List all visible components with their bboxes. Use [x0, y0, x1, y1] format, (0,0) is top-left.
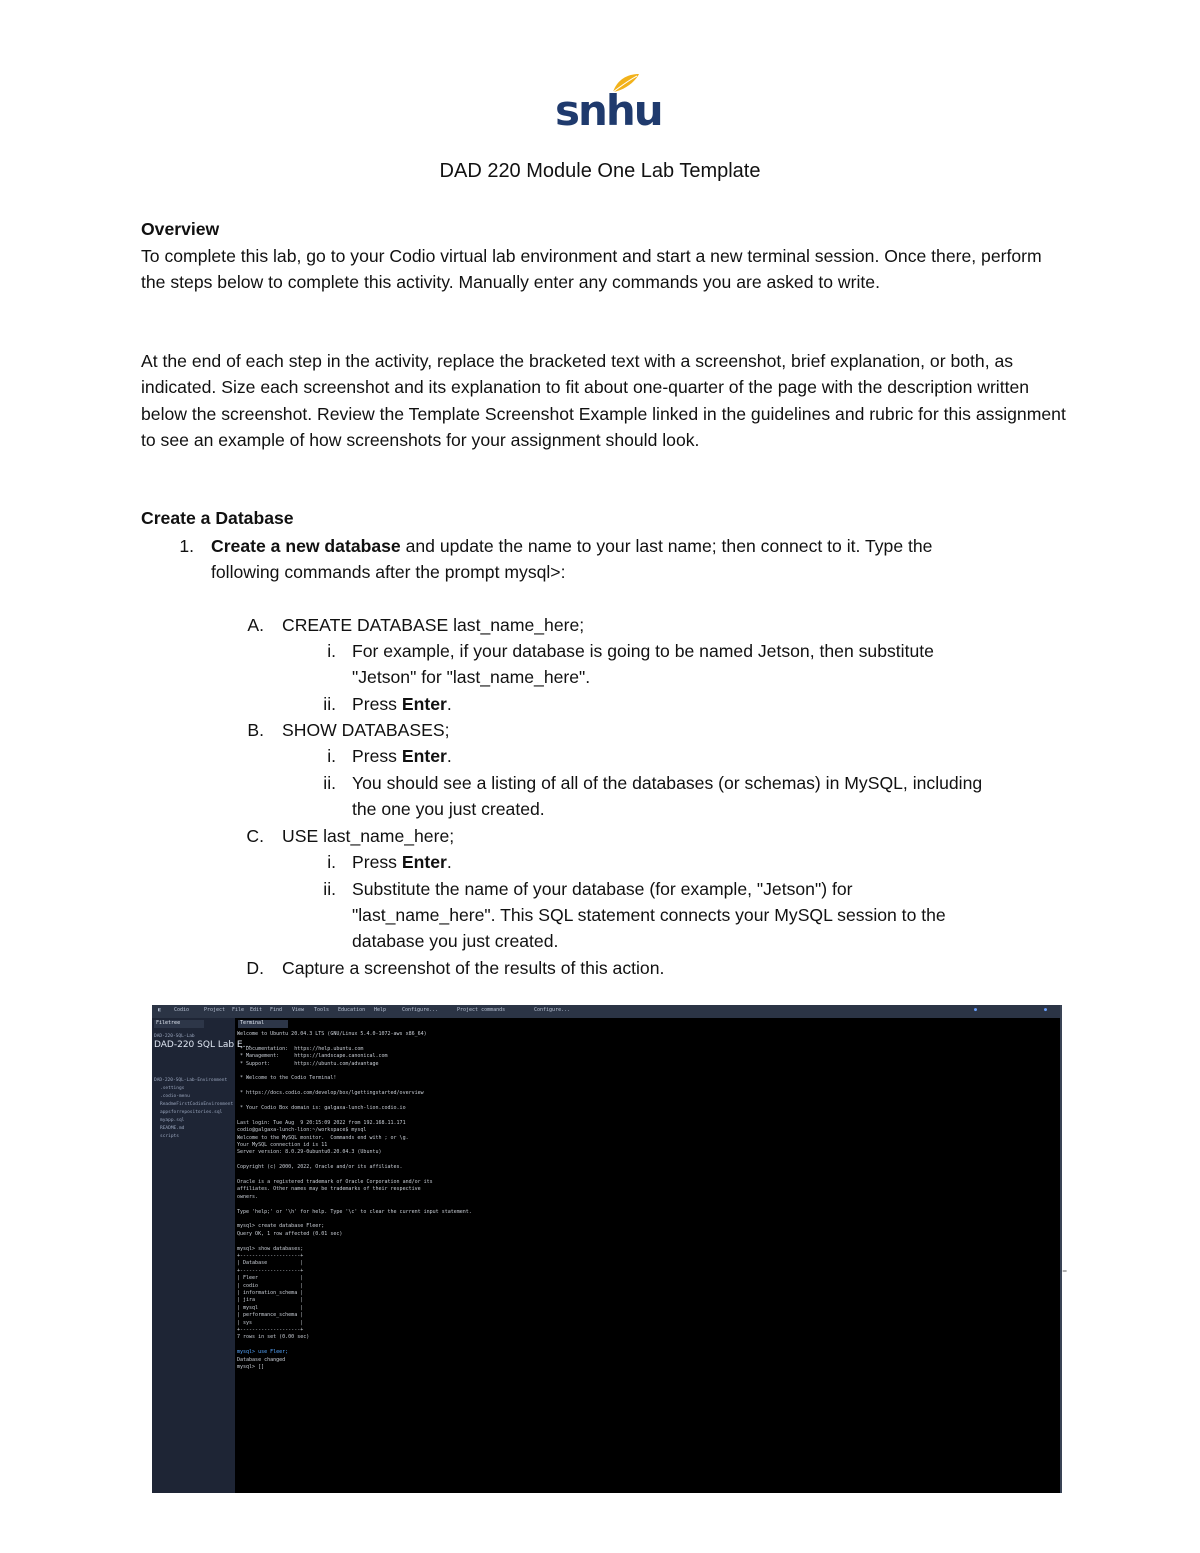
menu-item: File [232, 1007, 245, 1013]
item-c-ii-line-3: database you just created. [352, 931, 559, 951]
menu-item: Codio [174, 1007, 190, 1013]
menu-item: View [292, 1007, 305, 1013]
menu-item: Project [204, 1007, 226, 1013]
item-b-i-num: i. [327, 746, 336, 766]
terminal-line: * Your Codio Box domain is: galgaxa-lunch-lion.codio.io [237, 1105, 406, 1111]
terminal-line: +--------------------+ [237, 1267, 304, 1274]
logo-wordmark: snhu [555, 86, 662, 135]
file-item: appsforrepositories.sql [160, 1110, 223, 1115]
terminal-line: mysql> create database Fleer; [237, 1223, 325, 1230]
terminal-line: Query OK, 1 row affected (0.01 sec) [237, 1230, 343, 1237]
menu-item: Help [374, 1007, 387, 1013]
scrollbar [1060, 1005, 1062, 1493]
terminal-line: * https://docs.codio.com/develop/box/lgettingstarted/overview [237, 1090, 424, 1097]
terminal-line: | codio | [237, 1282, 304, 1289]
item-b-ii-line-1: You should see a listing of all of the databases (or schemas) in MySQL, including [352, 773, 983, 793]
item-a-i-line-2: "Jetson" for "last_name_here". [352, 667, 591, 687]
file-item: myapp.sql [160, 1118, 185, 1123]
item-a-text: CREATE DATABASE last_name_here; [282, 615, 585, 635]
terminal-line: Oracle is a registered trademark of Oracle Corporation and/or its [237, 1179, 433, 1185]
enter-key-text: Enter [401, 694, 447, 714]
overview-paragraph-2: At the end of each step in the activity, replace the bracketed text with a screenshot, brief explanation, or both, as indicated. Size each screenshot and its explanation to fit about one-quarter of the page with the description written below the screenshot. Review the Template Screenshot Example linked in the guidelines and rubric for this assignment to see an example of how screenshots for your assignment should look. [141, 351, 1066, 450]
filetree-tab: Filetree [154, 1020, 204, 1028]
terminal-line: | information_schema | [237, 1290, 304, 1296]
menu-item: Edit [250, 1007, 263, 1013]
resize-handle-icon: ⁼ [1062, 1268, 1068, 1279]
menu-item: Education [338, 1007, 366, 1013]
section-heading: Create a Database [141, 508, 294, 528]
terminal-output [237, 1029, 1057, 1493]
terminal-line: Your MySQL connection id is 11 [237, 1142, 328, 1148]
terminal-line: Welcome to Ubuntu 20.04.3 LTS (GNU/Linux 5.4.0-1072-aws x86_64) [237, 1031, 427, 1037]
menu-item: Configure... [534, 1007, 571, 1013]
file-item: .codio-menu [160, 1094, 190, 1099]
period-text: . [446, 746, 452, 766]
user-icon: ● [974, 1007, 978, 1013]
item-a-ii-text [352, 691, 452, 717]
step-1-bold: Create a new database [211, 536, 401, 556]
terminal-line: | mysql | [237, 1304, 304, 1311]
terminal-line: Type 'help;' or '\h' for help. Type '\c' to clear the current input statement. [237, 1208, 472, 1215]
item-letter-a: A. [247, 615, 264, 635]
terminal-line: * Welcome to the Codio Terminal! [237, 1075, 337, 1082]
terminal-screenshot [152, 1005, 1062, 1493]
terminal-line: mysql> show databases; [237, 1245, 304, 1252]
period-text: . [446, 852, 452, 872]
terminal-line: Server version: 8.0.29-0ubuntu0.20.04.3 (Ubuntu) [237, 1149, 382, 1156]
step-1-text: and update the name to your last name; then connect to it. Type the [400, 536, 933, 556]
file-item: DAD-220-SQL-Lab-Environment [154, 1078, 228, 1083]
terminal-line: * Support: https://ubuntu.com/advantage [237, 1060, 379, 1067]
item-letter-b: B. [247, 720, 264, 740]
terminal-line: codio@galgaxa-lunch-lion:~/workspace$ mysql [237, 1127, 367, 1134]
item-b-text: SHOW DATABASES; [282, 720, 450, 740]
project-small-label: DAD-220-SQL-Lab [154, 1034, 195, 1039]
enter-key-text: Enter [401, 746, 447, 766]
terminal-line: +--------------------+ [237, 1327, 304, 1333]
item-c-ii-num: ii. [323, 879, 336, 899]
menu-item: Tools [314, 1007, 330, 1013]
period-text: . [446, 694, 452, 714]
terminal-line: Database changed [237, 1356, 286, 1363]
codio-icon: ◧ [158, 1007, 162, 1013]
item-b-ii-line-2: the one you just created. [352, 799, 545, 819]
overview-heading: Overview [141, 219, 220, 239]
terminal-line: mysql> use Fleer; [237, 1349, 289, 1356]
press-text: Press [352, 694, 402, 714]
enter-key-text: Enter [401, 852, 447, 872]
ide-menubar [152, 1005, 1062, 1018]
terminal-line: Welcome to the MySQL monitor. Commands end with ; or \g. [237, 1134, 409, 1141]
terminal-line: Last login: Tue Aug 9 20:15:09 2022 from 192.168.11.171 [237, 1119, 406, 1126]
item-c-ii-line-2: "last_name_here". This SQL statement connects your MySQL session to the [352, 905, 946, 925]
press-text: Press [352, 852, 402, 872]
file-item: ReadmeFirstCodioEnvironment [160, 1102, 234, 1107]
terminal-line: * Management: https://landscape.canonical.com [237, 1053, 388, 1060]
item-b-ii-num: ii. [323, 773, 336, 793]
menu-item: Find [270, 1007, 283, 1013]
help-icon: ● [1044, 1007, 1048, 1013]
item-b-i-text [352, 743, 452, 769]
item-letter-d: D. [246, 958, 264, 978]
item-c-i-num: i. [327, 852, 336, 872]
document-title: DAD 220 Module One Lab Template [439, 160, 761, 182]
item-d-text: Capture a screenshot of the results of this action. [282, 958, 665, 978]
menu-item: Project commands [457, 1007, 506, 1013]
file-item: .settings [160, 1086, 185, 1091]
terminal-line: * Documentation: https://help.ubuntu.com [237, 1045, 364, 1052]
item-c-i-text [352, 849, 452, 875]
file-item: scripts [160, 1134, 179, 1139]
file-item: README.md [160, 1126, 185, 1131]
item-c-ii-line-1: Substitute the name of your database (for example, "Jetson") for [352, 879, 853, 899]
overview-paragraph-1: To complete this lab, go to your Codio virtual lab environment and start a new terminal session. Once there, perform the steps below to complete this activity. Manually enter any commands you are asked to write. [141, 246, 1042, 293]
snhu-logo [555, 70, 662, 136]
item-a-ii-num: ii. [323, 694, 336, 714]
item-letter-c: C. [246, 826, 264, 846]
item-a-i-line-1: For example, if your database is going to be named Jetson, then substitute [352, 641, 934, 661]
terminal-tab: Terminal [238, 1020, 288, 1028]
step-1-line-1 [211, 533, 932, 559]
project-title: DAD-220 SQL Lab E... [154, 1040, 252, 1050]
menu-item: Configure... [402, 1007, 439, 1013]
terminal-line: | performance_schema | [237, 1312, 304, 1319]
terminal-line: | sys | [237, 1319, 304, 1326]
terminal-line: Copyright (c) 2000, 2022, Oracle and/or its affiliates. [237, 1164, 403, 1171]
terminal-line: 7 rows in set (0.00 sec) [237, 1334, 310, 1341]
terminal-line: | Database | [237, 1260, 304, 1267]
terminal-line: affiliates. Other names may be trademarks of their respective [237, 1186, 421, 1193]
terminal-line: +--------------------+ [237, 1253, 304, 1259]
press-text: Press [352, 746, 402, 766]
item-a-i-num: i. [327, 641, 336, 661]
item-c-text: USE last_name_here; [282, 826, 455, 846]
step-number: 1. [179, 536, 194, 556]
terminal-line: | Fleer | [237, 1275, 304, 1282]
terminal-line: owners. [237, 1193, 259, 1200]
step-1-line-2: following commands after the prompt mysql>: [211, 562, 566, 582]
terminal-line: mysql> [] [237, 1364, 265, 1370]
terminal-line: | jira | [237, 1297, 304, 1304]
